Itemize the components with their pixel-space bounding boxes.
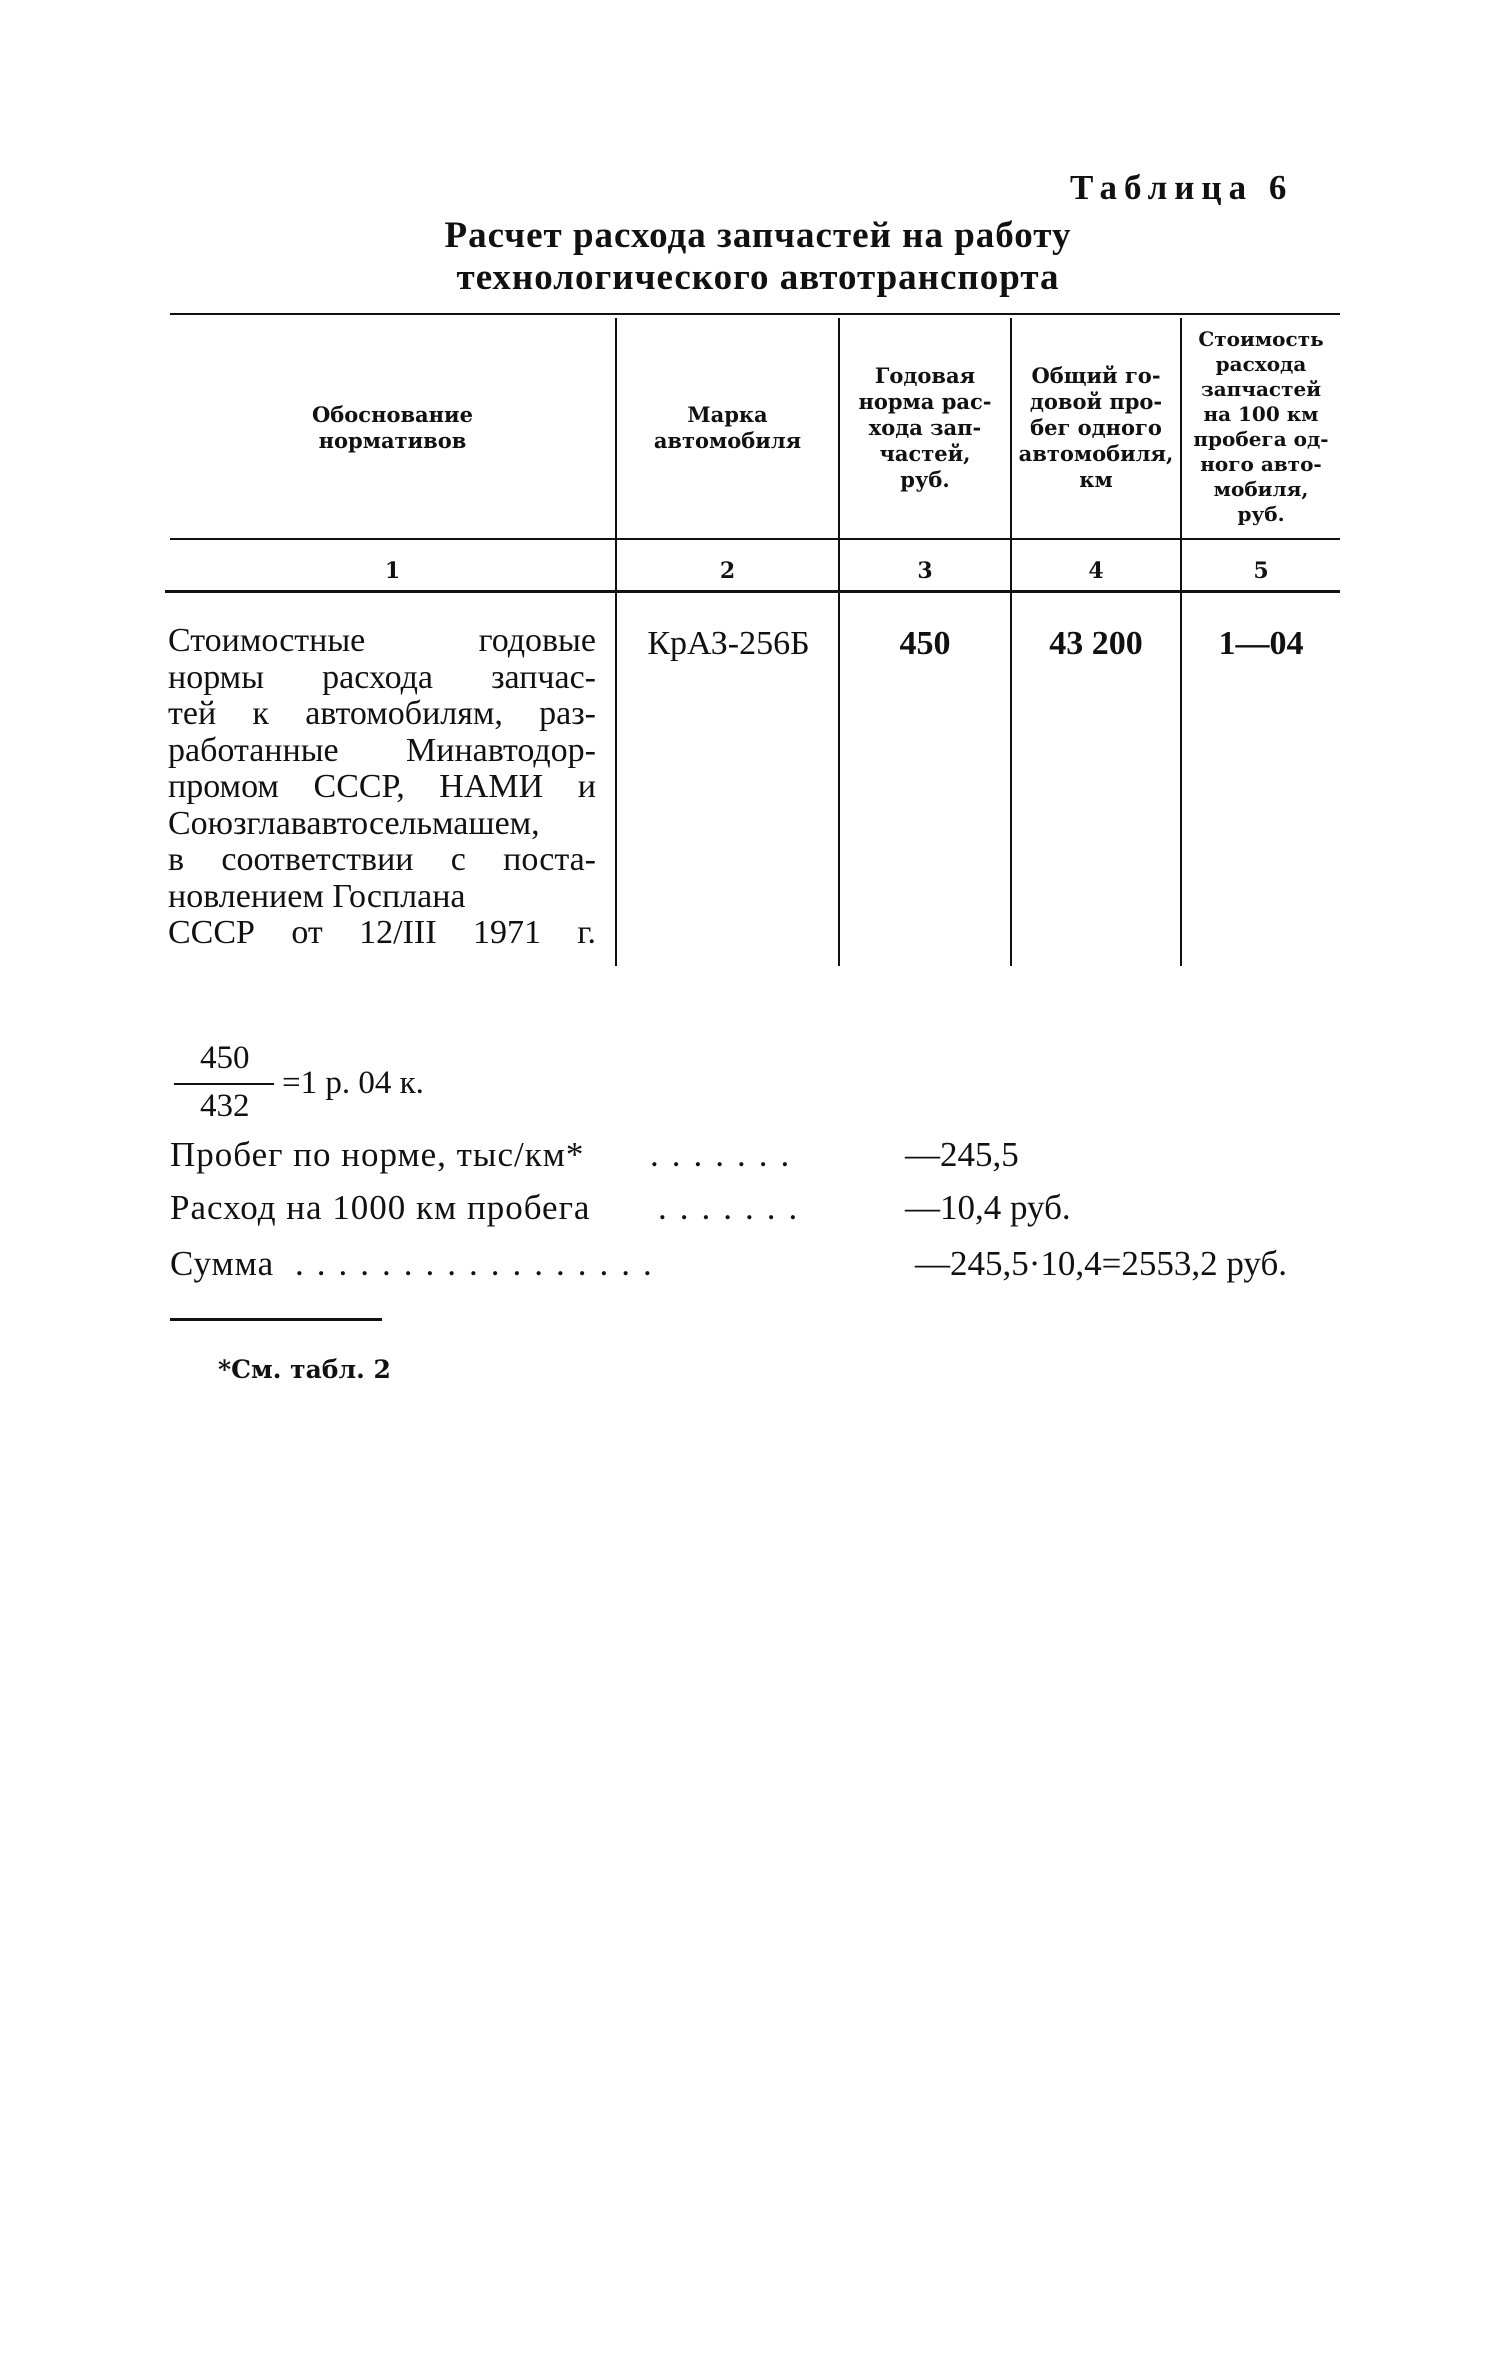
table-title [0,215,1500,299]
calc-value: —245,5·10,4=2553,2 руб. [915,1244,1288,1283]
header-bottom-rule [170,538,1340,540]
header-annual-mileage-line: автомобиля, [1018,440,1174,466]
basis-line: промом СССР, НАМИ и [168,768,596,805]
basis-line: новлением Госплана [168,877,466,915]
header-basis-line: нормативов [318,427,467,453]
header-brand-line: Марка [687,401,768,427]
fraction-result: =1 р. 04 к. [282,1065,424,1101]
leader-dots: ....... [658,1188,811,1227]
basis-line: работанные Минавтодор- [168,731,596,769]
column-number-4: 4 [1088,558,1104,584]
header-annual-norm [840,320,1010,535]
header-cost-line: расхода [1215,352,1307,376]
header-annual-norm-line: Годовая [874,362,976,388]
header-annual-mileage-line: довой про- [1029,388,1163,414]
header-cost-line: пробега од- [1193,427,1329,451]
title-line-2: технологического автотранспорта [456,257,1060,298]
header-basis [170,320,615,535]
basis-line: Стоимостные годовые [168,622,596,659]
title-line-1: Расчет расхода запчастей на работу [444,215,1072,256]
leader-dots: ....... [650,1135,803,1174]
brand-cell: КрАЗ-256Б [647,625,810,662]
basis-line: СССР от 12/III 1971 г. [168,914,596,951]
header-annual-norm-line: частей, [879,440,971,466]
header-basis-line: Обоснование [312,401,473,427]
basis-line: нормы расхода запчас- [168,658,596,696]
colnum-bottom-rule [165,590,1340,593]
header-annual-mileage-line: Общий го- [1031,362,1161,388]
header-annual-norm-line: хода зап- [868,414,982,440]
fraction-numerator: 450 [200,1040,250,1076]
header-cost-per-100km [1182,316,1340,538]
calc-label: Пробег по норме, тыс/км* [170,1135,585,1174]
footnote: *См. табл. 2 [218,1355,391,1384]
basis-line: Союзглававтосельмашем, [168,804,540,842]
fraction-bar [174,1083,274,1085]
header-brand-line: автомобиля [653,427,802,453]
calc-label: Сумма [170,1244,275,1283]
column-number-2: 2 [719,558,736,584]
column-number-5: 5 [1253,558,1269,584]
calc-label: Расход на 1000 км пробега [170,1188,591,1227]
basis-line: тей к автомобилям, раз- [168,695,596,732]
leader-dots: ................. [295,1244,665,1283]
header-annual-norm-line: норма рас- [858,388,992,414]
column-number-3: 3 [917,558,933,584]
basis-line: в соответствии с поста- [168,841,596,878]
header-cost-line: Стоимость [1198,327,1324,351]
column-number-1: 1 [384,558,401,584]
calc-row-mileage [170,1135,1360,1179]
annual-norm-cell: 450 [899,625,951,662]
header-annual-mileage [1012,320,1180,535]
annual-mileage-cell: 43 200 [1049,625,1143,662]
header-annual-mileage-line: км [1079,466,1113,492]
calc-value: —10,4 руб. [905,1188,1071,1227]
fraction-denominator: 432 [200,1088,250,1124]
calc-row-consumption [170,1188,1360,1232]
header-cost-line: запчастей [1200,377,1322,401]
header-annual-norm-line: руб. [900,466,950,492]
header-brand [617,320,838,535]
header-cost-line: на 100 км [1203,402,1319,426]
table-label: Таблица 6 [1070,168,1294,207]
header-cost-line: мобиля, [1213,477,1309,501]
table-top-rule [170,313,1340,315]
cost-per-100km-cell: 1—04 [1218,625,1304,662]
header-cost-line: руб. [1237,502,1285,526]
calc-row-sum [170,1244,1360,1288]
header-cost-line: ного авто- [1200,452,1322,476]
footnote-rule [170,1318,382,1321]
header-annual-mileage-line: бег одного [1030,414,1162,440]
calc-value: —245,5 [905,1135,1019,1174]
basis-cell [168,623,596,952]
